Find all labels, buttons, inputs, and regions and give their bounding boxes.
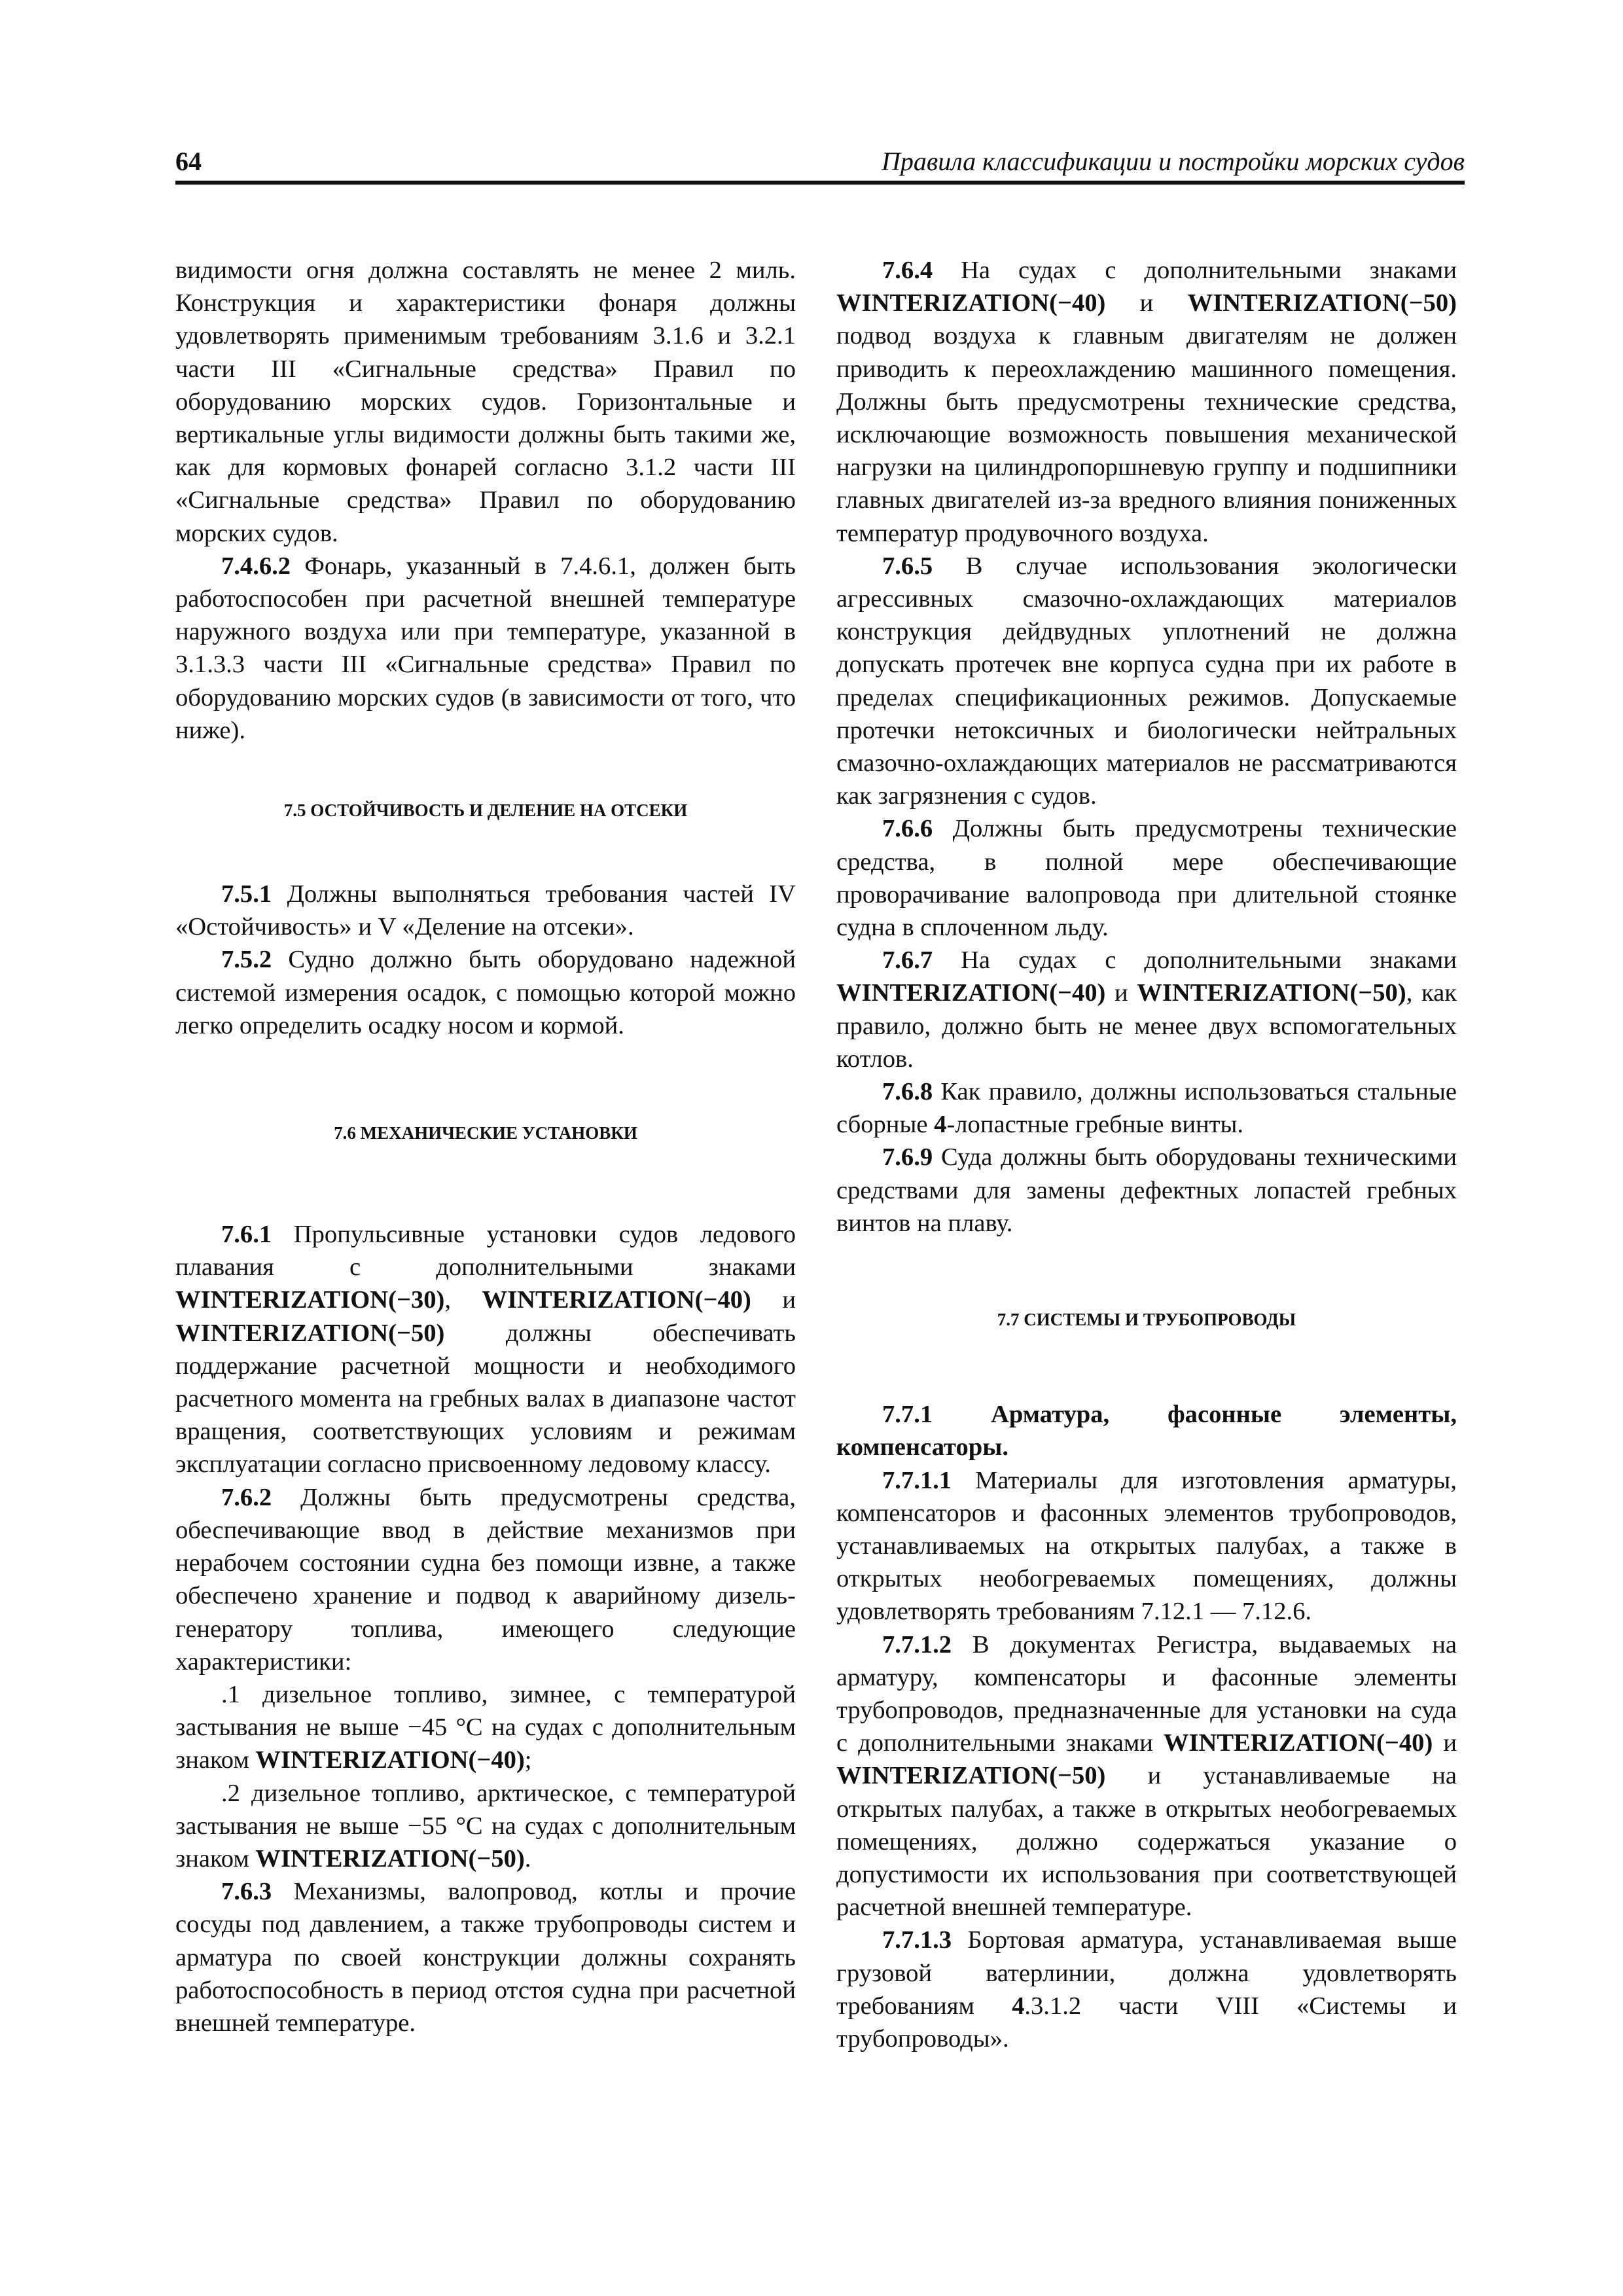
clause-number: 7.7.1 [882,1401,933,1429]
clause-number: 7.5.2 [221,946,272,974]
paragraph-7-5-2: 7.5.2 Судно должно быть оборудовано надежной системой измерения осадок, с помощью которой можно легко определить осадку носом и кормой. [175,946,796,1039]
section-heading-7-7: 7.7 СИСТЕМЫ И ТРУБОПРОВОДЫ [997,1310,1296,1330]
winterization-mark: WINTERIZATION(−40) [482,1286,751,1314]
paragraph-7-6-4: 7.6.4 На судах с дополнительными знаками WINTERIZATION(−40) и WINTERIZATION(−50) подвод воздуха к главным двигателям не должен приводить к переохлаждению машинного помещения. Должны быть предусмотрены технические средства, исключающие возможность повышения механической нагрузки на цилиндропоршневую группу и подшипники главных двигателей из-за вредного влияния пониженных температур продувочного воздуха. [836,257,1457,547]
paragraph-7-5-1: 7.5.1 Должны выполняться требования частей IV «Остойчивость» и V «Деление на отсеки». [175,880,796,941]
paragraph-7-7-1-3: 7.7.1.3 Бортовая арматура, устанавливаемая выше грузовой ватерлинии, должна удовлетворять требованиям 4.3.1.2 части VIII «Системы и трубопроводы». [836,1926,1457,2053]
running-title: Правила классификации и постройки морских судов [881,147,1465,176]
paragraph-7-6-9: 7.6.9 Суда должны быть оборудованы техническими средствами для замены дефектных лопастей гребных винтов на плаву. [836,1143,1457,1237]
winterization-mark: WINTERIZATION(−50) [836,1762,1106,1790]
paragraph-7-6-3: 7.6.3 Механизмы, валопровод, котлы и прочие сосуды под давлением, а также трубопроводы систем и арматура по своей конструкции должны сохранять работоспособность в период отстоя судна при расчетной внешней температуре. [175,1878,796,2037]
clause-number: 7.6.3 [221,1878,272,1906]
clause-number: 7.5.1 [221,880,272,908]
paragraph-7-6-6: 7.6.6 Должны быть предусмотрены технические средства, в полной мере обеспечивающие проворачивание валопровода при длительной стоянке судна в сплоченном льду. [836,815,1457,942]
winterization-mark: WINTERIZATION(−40) [836,289,1106,317]
winterization-mark: WINTERIZATION(−50) [255,1844,525,1873]
winterization-mark: WINTERIZATION(−30) [175,1286,445,1314]
paragraph-7-6-7: 7.6.7 На судах с дополнительными знаками WINTERIZATION(−40) и WINTERIZATION(−50), как правило, должно быть не менее двух вспомогательных котлов. [836,946,1457,1073]
winterization-mark: WINTERIZATION(−50) [1137,979,1406,1007]
list-item-2: .2 дизельное топливо, арктическое, с температурой застывания не выше −55 °С на судах с дополнительным знаком WINTERIZATION(−50). [175,1779,796,1873]
paragraph-7-6-8: 7.6.8 Как правило, должны использоваться стальные сборные 4-лопастные гребные винты. [836,1078,1457,1139]
section-heading-7-5: 7.5 ОСТОЙЧИВОСТЬ И ДЕЛЕНИЕ НА ОТСЕКИ [283,800,688,821]
clause-number: 7.6.8 [882,1078,933,1106]
clause-number: 7.4.6.2 [221,552,291,580]
winterization-mark: WINTERIZATION(−40) [836,979,1106,1007]
winterization-mark: WINTERIZATION(−40) [255,1746,525,1774]
clause-number: 7.7.1.2 [882,1630,952,1659]
winterization-mark: WINTERIZATION(−50) [175,1319,445,1347]
clause-number: 7.6.4 [882,257,933,284]
clause-number: 7.6.2 [221,1483,272,1511]
clause-number: 7.6.6 [882,815,933,843]
paragraph-7-7-1-2: 7.7.1.2 В документах Регистра, выдаваемых на арматуру, компенсаторы и фасонные элементы трубопроводов, предназначенные для установки на суда с дополнительными знаками WINTERIZATION(−40) и WINTERIZATION(−50) и устанавливаемые на открытых палубах, а также в открытых необогреваемых помещениях, должно содержаться указание о допустимости их использования при соответствующей расчетной внешней температуре. [836,1630,1457,1922]
page-number: 64 [175,147,202,176]
list-item-1: .1 дизельное топливо, зимнее, с температурой застывания не выше −45 °С на судах с дополнительным знаком WINTERIZATION(−40); [175,1680,796,1774]
paragraph-7-4-6-2: 7.4.6.2 Фонарь, указанный в 7.4.6.1, должен быть работоспособен при расчетной внешней температуре наружного воздуха или при температуре, указанной в 3.1.3.3 части III «Сигнальные средства» Правил по оборудованию морских судов (в зависимости от того, что ниже). [175,552,796,744]
clause-number: 7.6.7 [882,946,933,975]
winterization-mark: WINTERIZATION(−40) [1163,1729,1433,1757]
paragraph-7-7-1: 7.7.1 Арматура, фасонные элементы, компенсаторы. [836,1401,1457,1462]
left-column [175,254,796,2039]
winterization-mark: WINTERIZATION(−50) [1187,289,1457,317]
paragraph-7-6-2: 7.6.2 Должны быть предусмотрены средства, обеспечивающие ввод в действие механизмов при нерабочем состоянии судна без помощи извне, а также обеспечено хранение и подвод к аварийному дизель-генератору топлива, имеющего следующие характеристики: [175,1483,796,1676]
clause-number: 7.6.9 [882,1143,933,1172]
right-column [836,254,1457,2055]
paragraph-7-7-1-1: 7.7.1.1 Материалы для изготовления арматуры, компенсаторов и фасонных элементов трубопроводов, устанавливаемых на открытых палубах, а также в открытых необогреваемых помещениях, должны удовлетворять требованиям 7.12.1 — 7.12.6. [836,1466,1457,1626]
paragraph: видимости огня должна составлять не менее 2 миль. Конструкция и характеристики фонаря должны удовлетворять применимым требованиям 3.1.6 и 3.2.1 части III «Сигнальные средства» Правил по оборудованию морских судов. Горизонтальные и вертикальные углы видимости должны быть такими же, как для кормовых фонарей согласно 3.1.2 части III «Сигнальные средства» Правил по оборудованию морских судов. [175,257,796,547]
paragraph-7-6-1: 7.6.1 Пропульсивные установки судов ледового плавания с дополнительными знаками WINTERIZATION(−30), WINTERIZATION(−40) и WINTERIZATION(−50) должны обеспечивать поддержание расчетной мощности и необходимого расчетного момента на гребных валах в диапазоне частот вращения, соответствующих условиям и режимам эксплуатации согласно присвоенному ледовому классу. [175,1221,796,1479]
clause-number: 7.7.1.3 [882,1926,952,1954]
clause-number: 7.6.1 [221,1221,272,1249]
page-header [175,144,1465,185]
section-heading-7-6: 7.6 МЕХАНИЧЕСКИЕ УСТАНОВКИ [334,1123,637,1143]
paragraph-7-6-5: 7.6.5 В случае использования экологически агрессивных смазочно-охлаждающих материалов конструкция дейдвудных уплотнений не должна допускать протечек вне корпуса судна при их работе в пределах спецификационных режимов. Допускаемые протечки нетоксичных и биологически нейтральных смазочно-охлаждающих материалов не рассматриваются как загрязнения с судов. [836,552,1457,810]
clause-number: 7.6.5 [882,552,933,580]
clause-number: 7.7.1.1 [882,1466,952,1494]
